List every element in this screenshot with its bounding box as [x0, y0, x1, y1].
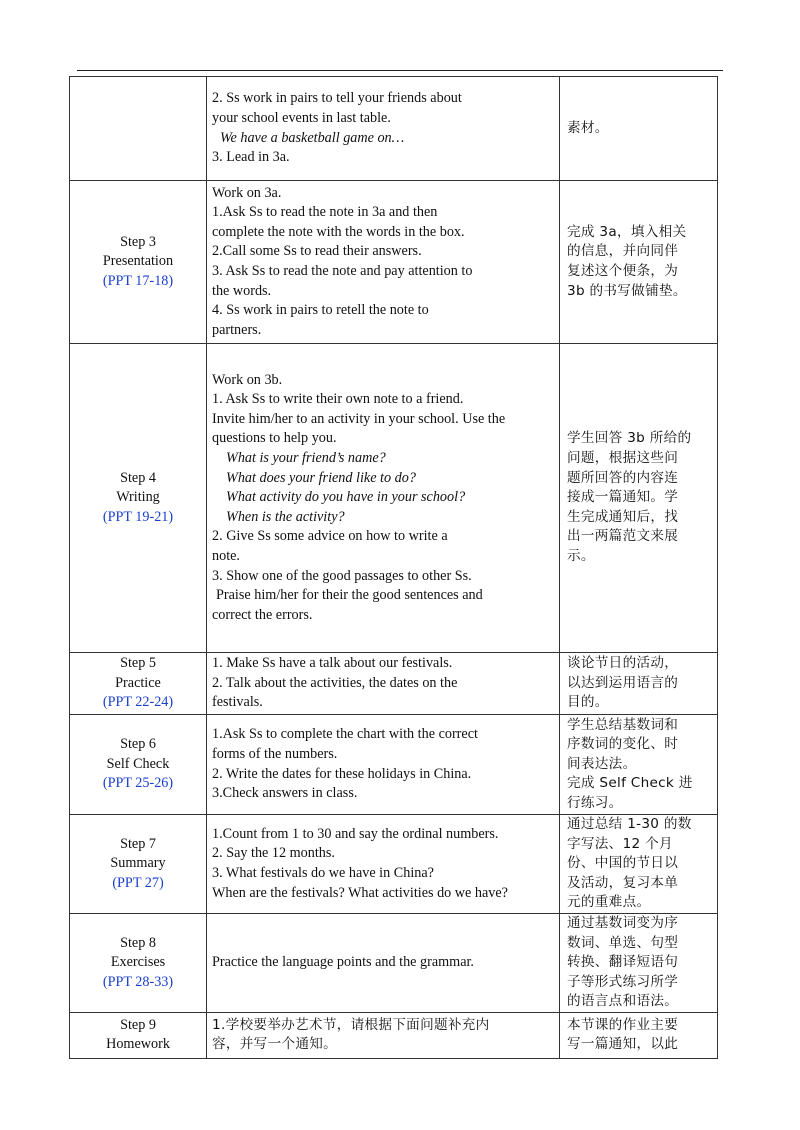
- purpose-line: 生完成通知后，找: [567, 508, 679, 525]
- purpose-line: 转换、翻译短语句: [567, 954, 679, 971]
- procedure-line: 3. Show one of the good passages to other Ss.: [212, 567, 472, 584]
- purpose-line: 写一篇通知，以此: [567, 1036, 679, 1053]
- purpose-line: 3b 的书写做铺垫。: [567, 282, 687, 299]
- step-name: Exercises: [110, 954, 166, 971]
- step-cell: [70, 715, 207, 815]
- step-name: Self Check: [106, 755, 170, 772]
- purpose-line: 题所回答的内容连: [567, 469, 679, 486]
- purpose-cell: [560, 77, 718, 181]
- purpose-line: 间表达法。: [567, 755, 637, 772]
- procedure-cell: [207, 1012, 560, 1058]
- step-number: Step 6: [120, 736, 156, 753]
- procedure-line: Work on 3a.: [212, 184, 282, 201]
- purpose-line: 谈论节日的活动，: [567, 655, 679, 672]
- procedure-line: Work on 3b.: [212, 371, 283, 388]
- procedure-cell: [207, 344, 560, 653]
- procedure-line: What does your friend like to do?: [226, 469, 416, 486]
- step-row: [70, 344, 718, 653]
- ppt-reference: (PPT 19-21): [102, 508, 174, 525]
- step-name: Summary: [110, 855, 166, 872]
- step-cell: [70, 1012, 207, 1058]
- step-name: Presentation: [102, 253, 174, 270]
- step-row: [70, 653, 718, 715]
- procedure-line: We have a basketball game on…: [220, 129, 405, 146]
- procedure-line: 3. Ask Ss to read the note and pay attention to: [212, 263, 473, 279]
- procedure-line: Invite him/her to an activity in your school. Use the: [212, 410, 506, 427]
- step-name: Practice: [115, 674, 161, 691]
- purpose-line: 通过总结 1-30 的数: [567, 816, 692, 832]
- procedure-line: 2. Ss work in pairs to tell your friends about: [212, 90, 462, 107]
- purpose-line: 本节课的作业主要: [567, 1016, 679, 1033]
- lesson-plan-body: [70, 77, 718, 1059]
- step-number: Step 3: [120, 233, 156, 250]
- step-cell: [70, 913, 207, 1012]
- purpose-line: 序数词的变化、时: [567, 736, 679, 753]
- procedure-line: 2. Write the dates for these holidays in China.: [212, 765, 472, 782]
- step-row: [70, 77, 718, 181]
- procedure-line: the words.: [212, 282, 272, 299]
- step-name: Writing: [116, 489, 160, 506]
- step-row: [70, 1012, 718, 1058]
- step-row: [70, 815, 718, 914]
- purpose-line: 行练习。: [567, 794, 623, 811]
- procedure-line: 4. Ss work in pairs to retell the note to: [212, 302, 429, 319]
- purpose-line: 的语言点和语法。: [567, 993, 679, 1010]
- ppt-reference: (PPT 25-26): [102, 775, 174, 792]
- step-number: Step 7: [120, 835, 156, 852]
- procedure-line: 1.Count from 1 to 30 and say the ordinal numbers.: [212, 825, 499, 842]
- procedure-line: 3. What festivals do we have in China?: [212, 864, 434, 881]
- procedure-line: 1. Make Ss have a talk about our festivals.: [212, 655, 453, 672]
- step-row: [70, 181, 718, 344]
- procedure-line: 1. Ask Ss to write their own note to a friend.: [212, 391, 464, 408]
- purpose-line: 份、中国的节日以: [567, 855, 679, 872]
- purpose-line: 示。: [567, 547, 595, 564]
- procedure-cell: [207, 715, 560, 815]
- procedure-line: forms of the numbers.: [212, 745, 338, 762]
- procedure-line: When is the activity?: [226, 508, 345, 525]
- procedure-line: When are the festivals? What activities do we have?: [212, 884, 508, 901]
- purpose-line: 字写法、12 个月: [567, 835, 673, 852]
- procedure-line: partners.: [212, 321, 262, 338]
- purpose-line: 目的。: [567, 694, 609, 711]
- procedure-line: note.: [212, 547, 240, 564]
- procedure-cell: [207, 913, 560, 1012]
- purpose-line: 接成一篇通知。学: [567, 489, 679, 506]
- procedure-line: What is your friend’s name?: [226, 450, 386, 467]
- procedure-line: 2. Give Ss some advice on how to write a: [212, 528, 448, 545]
- procedure-line: festivals.: [212, 694, 263, 711]
- procedure-line: Praise him/her for their the good sentences and: [216, 587, 483, 604]
- step-cell: [70, 181, 207, 344]
- step-number: Step 9: [120, 1016, 156, 1033]
- purpose-line: 子等形式练习所学: [567, 973, 679, 990]
- procedure-cell: [207, 815, 560, 914]
- purpose-cell: [560, 913, 718, 1012]
- step-cell: [70, 815, 207, 914]
- step-cell: [70, 344, 207, 653]
- procedure-cell: [207, 181, 560, 344]
- procedure-line: 容，并写一个通知。: [212, 1036, 338, 1053]
- purpose-line: 数词、单选、句型: [567, 934, 679, 951]
- purpose-cell: [560, 344, 718, 653]
- purpose-cell: [560, 715, 718, 815]
- step-number: Step 8: [120, 934, 156, 951]
- procedure-line: questions to help you.: [212, 430, 337, 447]
- ppt-reference: (PPT 27): [112, 874, 164, 891]
- purpose-line: 复述这个便条，为: [567, 263, 679, 279]
- procedure-line: 3.Check answers in class.: [212, 785, 358, 802]
- procedure-line: 3. Lead in 3a.: [212, 149, 290, 166]
- purpose-line: 通过基数词变为序: [567, 914, 679, 931]
- purpose-line: 完成 Self Check 进: [567, 775, 693, 792]
- step-row: [70, 715, 718, 815]
- purpose-line: 的信息，并向同伴: [567, 243, 679, 260]
- step-cell: [70, 77, 207, 181]
- procedure-line: your school events in last table.: [212, 109, 391, 126]
- procedure-line: 2. Talk about the activities, the dates on the: [212, 674, 458, 691]
- purpose-line: 以达到运用语言的: [567, 674, 679, 691]
- purpose-line: 出一两篇范文来展: [567, 528, 679, 545]
- purpose-line: 学生回答 3b 所给的: [567, 430, 692, 447]
- purpose-line: 完成 3a，填入相关: [567, 223, 687, 240]
- procedure-line: correct the errors.: [212, 606, 313, 623]
- purpose-cell: [560, 815, 718, 914]
- procedure-line: 1.Ask Ss to read the note in 3a and then: [212, 204, 438, 221]
- step-number: Step 5: [120, 655, 156, 672]
- step-cell: [70, 653, 207, 715]
- procedure-cell: [207, 653, 560, 715]
- purpose-line: 元的重难点。: [567, 894, 651, 911]
- procedure-line: 1.Ask Ss to complete the chart with the correct: [212, 726, 478, 743]
- procedure-line: Practice the language points and the grammar.: [212, 954, 474, 971]
- purpose-cell: [560, 181, 718, 344]
- step-row: [70, 913, 718, 1012]
- step-number: Step 4: [120, 469, 156, 486]
- purpose-cell: [560, 653, 718, 715]
- procedure-line: What activity do you have in your school?: [226, 489, 466, 506]
- ppt-reference: (PPT 28-33): [102, 973, 174, 990]
- ppt-reference: (PPT 22-24): [102, 694, 174, 711]
- purpose-line: 及活动，复习本单: [567, 874, 679, 891]
- purpose-cell: [560, 1012, 718, 1058]
- procedure-line: complete the note with the words in the box.: [212, 223, 465, 240]
- step-name: Homework: [106, 1036, 170, 1053]
- purpose-line: 问题，根据这些问: [567, 450, 679, 467]
- procedure-cell: [207, 77, 560, 181]
- lesson-plan-table: [69, 76, 718, 1059]
- procedure-line: 1.学校要举办艺术节，请根据下面问题补充内: [212, 1016, 490, 1033]
- procedure-line: 2. Say the 12 months.: [212, 845, 335, 862]
- purpose-line: 素材。: [567, 119, 609, 136]
- header-rule: [77, 70, 723, 71]
- ppt-reference: (PPT 17-18): [102, 272, 174, 289]
- procedure-line: 2.Call some Ss to read their answers.: [212, 243, 422, 260]
- purpose-line: 学生总结基数词和: [567, 716, 679, 733]
